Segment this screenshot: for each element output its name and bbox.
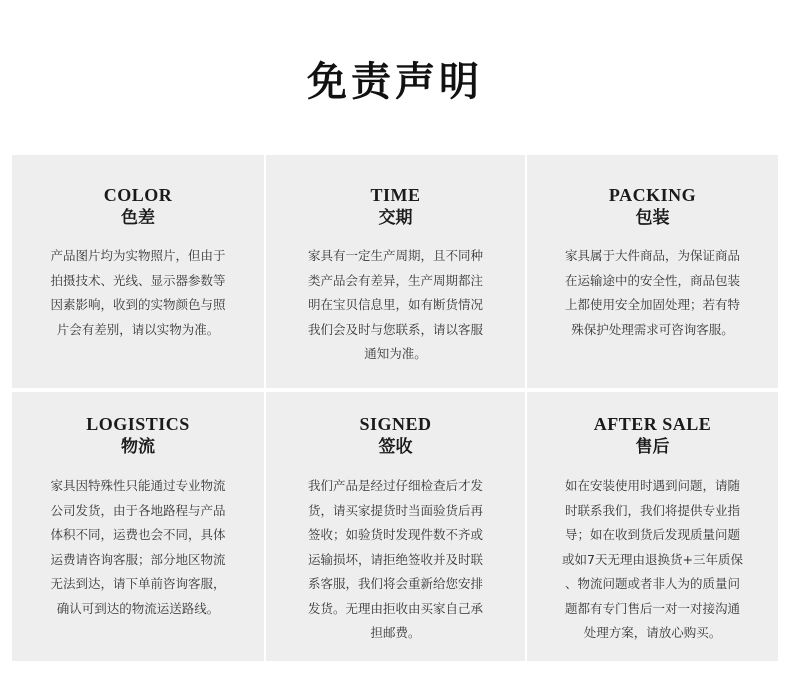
section-title-en: COLOR: [103, 185, 173, 205]
body-line: 或如7天无理由退换货+三年质保: [562, 551, 743, 567]
body-line: 家具有一定生产周期，且不同种: [307, 248, 483, 263]
body-line: 殊保护处理需求可咨询客服。: [571, 321, 734, 337]
body-line: 货，请买家提货时当面验货后再: [307, 502, 483, 518]
section-title-en: PACKING: [608, 185, 697, 205]
body-line: 家具属于大件商品，为保证商品: [564, 248, 740, 263]
color-section: [12, 155, 264, 388]
body-line: 、物流问题或者非人为的质量问: [564, 576, 740, 591]
body-line: 上都使用安全加固处理；若有特: [564, 297, 740, 312]
section-title-en: AFTER SALE: [593, 414, 712, 434]
signed-section: [266, 392, 525, 661]
section-title-en: SIGNED: [359, 414, 432, 434]
body-line: 导；如在收到货后发现质量问题: [564, 527, 740, 542]
section-body: [550, 474, 756, 646]
body-line: 我们会及时与您联系，请以客服: [307, 321, 483, 337]
body-line: 系客服，我们将会重新给您安排: [307, 576, 483, 591]
body-line: 发货。无理由拒收由买家自己承: [307, 600, 483, 616]
body-line: 担邮费。: [370, 625, 421, 640]
page-title: 免责声明: [307, 59, 483, 105]
body-line: 在运输途中的安全性，商品包装: [564, 272, 740, 288]
body-line: 类产品会有差异，生产周期都注: [307, 272, 483, 288]
section-title-en: TIME: [370, 185, 421, 205]
body-line: 确认可到达的物流运送路线。: [56, 600, 220, 616]
packing-section: [527, 155, 778, 388]
logistics-section: [12, 392, 264, 661]
body-line: 我们产品是经过仔细检查后才发: [307, 478, 483, 493]
section-body: [550, 244, 756, 342]
section-title-cn: 售后: [635, 437, 670, 457]
body-line: 题都有专门售后一对一对接沟通: [564, 600, 740, 616]
section-title-cn: 包装: [635, 208, 670, 228]
section-title-cn: 签收: [378, 437, 413, 457]
section-body: [293, 474, 499, 646]
body-line: 运输损坏，请拒绝签收并及时联: [307, 551, 483, 567]
body-line: 家具因特殊性只能通过专业物流: [50, 478, 226, 493]
body-line: 无法到达，请下单前咨询客服，: [50, 576, 226, 591]
after-sale-section: [527, 392, 778, 661]
section-body: [35, 474, 241, 621]
body-line: 明在宝贝信息里，如有断货情况: [307, 297, 483, 312]
body-line: 公司发货，由于各地路程与产品: [50, 502, 226, 518]
body-line: 拍摄技术、光线、显示器参数等: [50, 272, 226, 288]
time-section: [266, 155, 525, 388]
body-line: 产品图片均为实物照片，但由于: [50, 248, 226, 263]
body-line: 时联系我们，我们将提供专业指: [564, 502, 740, 518]
section-title-cn: 物流: [121, 437, 155, 457]
section-title-en: LOGISTICS: [86, 414, 190, 434]
section-title-cn: 交期: [378, 208, 413, 228]
body-line: 片会有差别，请以实物为准。: [56, 321, 220, 337]
body-line: 运费请咨询客服；部分地区物流: [50, 551, 226, 567]
body-line: 如在安装使用时遇到问题，请随: [564, 478, 740, 493]
body-line: 处理方案，请放心购买。: [583, 625, 722, 640]
body-line: 体积不同，运费也会不同，具体: [50, 527, 226, 542]
body-line: 因素影响，收到的实物颜色与照: [50, 297, 226, 312]
body-line: 通知为准。: [364, 346, 427, 361]
body-line: 签收；如验货时发现件数不齐或: [307, 527, 483, 542]
section-title-cn: 色差: [121, 208, 155, 228]
disclaimer-grid: [12, 155, 778, 661]
section-body: [35, 244, 241, 342]
section-body: [293, 244, 499, 367]
